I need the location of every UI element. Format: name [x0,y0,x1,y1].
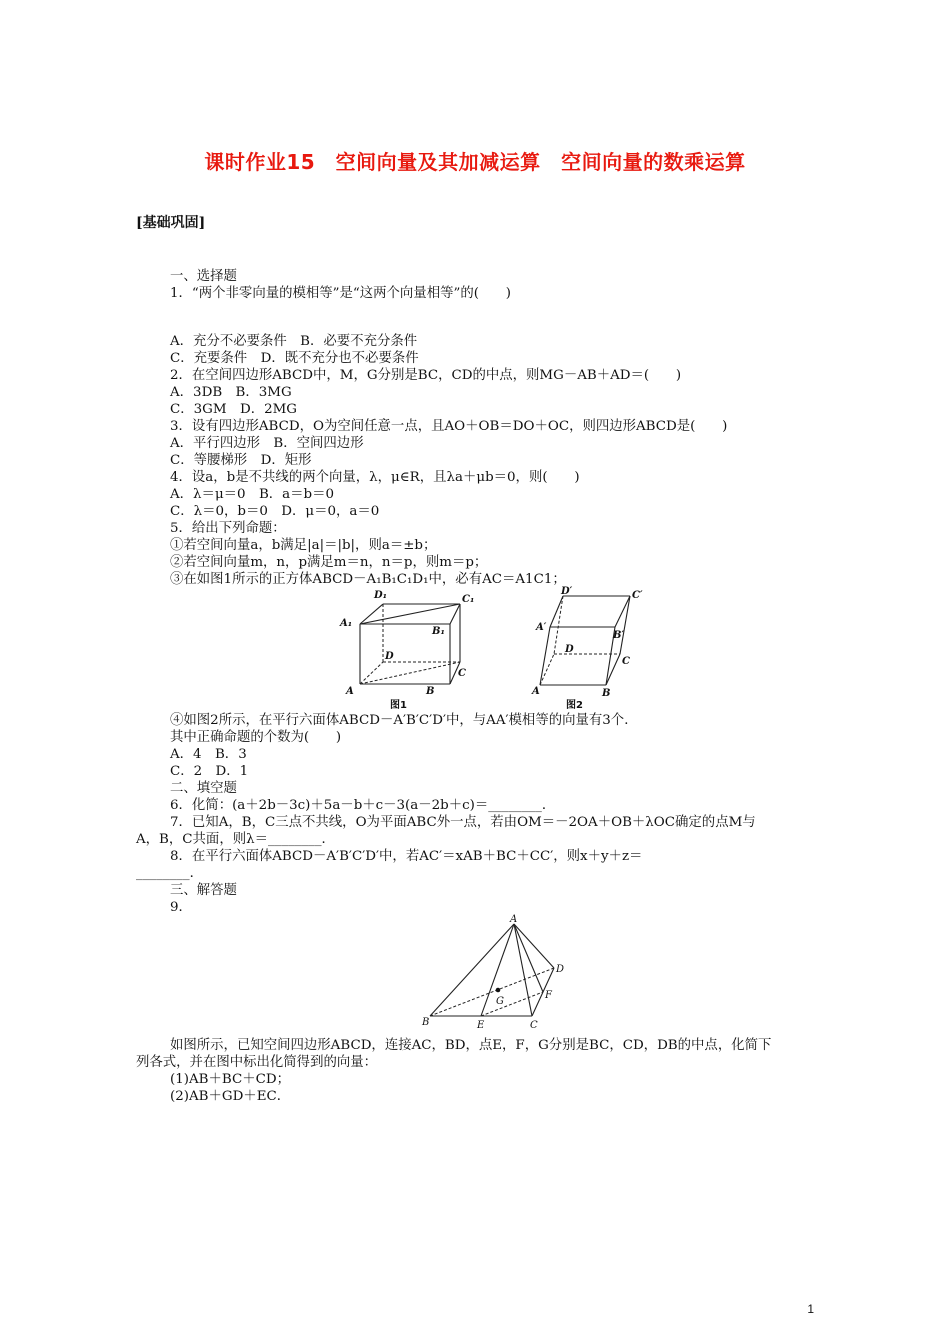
q1-options-ab: A．充分不必要条件 B．必要不充分条件 [170,334,418,349]
fig3-label-d: D [556,964,565,975]
fig3-label-a: A [510,914,518,925]
fig2-caption: 图2 [566,700,583,711]
q5-prompt: 其中正确命题的个数为( ) [170,730,342,745]
point-g-dot [496,988,501,993]
fig3-label-b: B [422,1017,430,1028]
q2-options-ab: A．3DB B．3MG [170,385,292,400]
q3-options-ab: A．平行四边形 B．空间四边形 [170,436,364,451]
question-5: 5．给出下列命题： [170,521,286,536]
q3-options-cd: C．等腰梯形 D．矩形 [170,453,312,468]
fig2-label-b: B [602,688,611,699]
q4-options-cd: C．λ＝0，b＝0 D．μ＝0，a＝0 [170,504,380,519]
question-7-cont: A，B，C共面，则λ＝________． [136,832,335,847]
fig1-label-a: A [346,686,354,697]
fig1-label-c1: C₁ [462,594,475,605]
q1-options-cd: C．充要条件 D．既不充分也不必要条件 [170,351,419,366]
question-4: 4．设a，b是不共线的两个向量，λ，μ∈R，且λa＋μb＝0，则( ) [170,470,580,485]
fig3-label-g: G [496,996,504,1007]
question-8-cont: ________． [136,866,203,881]
fig2-label-b-prime: B′ [613,630,625,641]
question-9-part-2: (2)AB＋GD＋EC． [170,1089,291,1104]
fig2-label-d-prime: D′ [561,586,573,597]
question-6: 6．化简：(a＋2b－3c)＋5a－b＋c－3(a－2b＋c)＝________． [170,798,556,813]
fig2-label-c: C [622,656,630,667]
question-8: 8．在平行六面体ABCD－A′B′C′D′中，若AC′＝xAB＋BC＋CC′，则x＋y＋z＝ [170,849,643,864]
figure-3-tetrahedron [420,912,580,1034]
q5-options-ab: A．4 B．3 [170,747,247,762]
fig2-label-a-prime: A′ [536,622,547,633]
heading-choice: 一、选择题 [170,269,237,284]
fig1-label-c: C [458,668,466,679]
question-7: 7．已知A，B，C三点不共线，O为平面ABC外一点，若由OM＝－2OA＋OB＋λOC确定的点M与 [170,815,756,830]
fig1-label-d1: D₁ [374,590,388,601]
fig1-label-a1: A₁ [340,618,353,629]
fig1-caption: 图1 [390,700,407,711]
fig2-label-a: A [532,686,540,697]
fig1-label-b: B [426,686,435,697]
fig3-label-e: E [477,1020,485,1031]
figure-2-parallelepiped [530,584,660,712]
heading-answer: 三、解答题 [170,883,237,898]
fig2-label-d: D [565,644,574,655]
figure-1-cube [338,584,478,712]
fig1-label-b1: B₁ [432,626,445,637]
q5-statement-4: ④如图2所示，在平行六面体ABCD－A′B′C′D′中，与AA′模相等的向量有3个． [170,713,638,728]
page-number: 1 [807,1302,814,1316]
section-heading: [基础巩固] [136,215,206,231]
q5-statement-2: ②若空间向量m，n，p满足m＝n，n＝p，则m＝p； [170,555,488,570]
q5-statement-3: ③在如图1所示的正方体ABCD－A₁B₁C₁D₁中，必有AC＝A1C1； [170,572,566,587]
question-3: 3．设有四边形ABCD，O为空间任意一点，且AO＋OB＝DO＋OC，则四边形ABCD是( ) [170,419,728,434]
q2-options-cd: C．3GM D．2MG [170,402,298,417]
question-9-text: 如图所示，已知空间四边形ABCD，连接AC，BD，点E，F，G分别是BC，CD，DB的中点，化简下 [170,1038,772,1053]
fig3-label-f: F [545,990,552,1001]
question-9-part-1: (1)AB＋BC＋CD； [170,1072,290,1087]
fig2-label-c-prime: C′ [632,590,643,601]
fig1-label-d: D [385,651,394,662]
question-1: 1．“两个非零向量的模相等”是“这两个向量相等”的( ) [170,286,511,301]
question-2: 2．在空间四边形ABCD中，M，G分别是BC，CD的中点，则MG－AB＋AD＝( ) [170,368,682,383]
heading-fill: 二、填空题 [170,781,237,796]
page-title: 课时作业15 空间向量及其加减运算 空间向量的数乘运算 [204,150,746,174]
q5-options-cd: C．2 D．1 [170,764,249,779]
q4-options-ab: A．λ＝μ＝0 B．a＝b＝0 [170,487,335,502]
question-9: 9． [170,900,192,915]
fig3-label-c: C [530,1020,538,1031]
question-9-text-cont: 列各式，并在图中标出化简得到的向量： [136,1055,378,1070]
q5-statement-1: ①若空间向量a，b满足|a|＝|b|，则a＝±b； [170,538,437,553]
